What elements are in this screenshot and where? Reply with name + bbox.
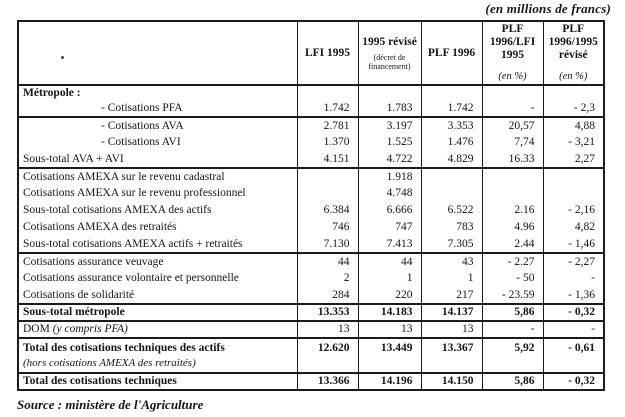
table-row xyxy=(18,236,604,253)
cell-value: - xyxy=(482,100,543,117)
row-label: Cotisations assurance volontaire et personnelle xyxy=(23,272,239,284)
source-note: Source : ministère de l'Agriculture xyxy=(17,397,204,412)
cell-value: 16.33 xyxy=(482,151,543,168)
table-row xyxy=(18,134,604,151)
cell-value xyxy=(297,85,358,100)
cell-value: 13 xyxy=(297,321,358,338)
cell-value: - 2,27 xyxy=(543,253,604,270)
cell-value: 44 xyxy=(297,253,358,270)
row-label: Total des cotisations techniques xyxy=(23,375,177,387)
cell-value: 4.151 xyxy=(297,151,358,168)
cell-value: - 23.59 xyxy=(482,287,543,304)
cell-value xyxy=(297,168,358,185)
cell-value: 14.137 xyxy=(421,304,482,321)
row-label: Métropole : xyxy=(23,86,81,99)
row-label: Cotisations de solidarité xyxy=(23,288,135,301)
cell-value: 6.666 xyxy=(358,202,421,219)
cell-value: 5,92 xyxy=(482,338,543,373)
row-label: Cotisations assurance veuvage xyxy=(23,255,164,268)
cell-value: - 2,3 xyxy=(543,100,604,117)
cell-value: - 0,32 xyxy=(543,373,604,390)
cell-value: 284 xyxy=(297,287,358,304)
header-empty-cell xyxy=(18,21,297,85)
cell-value: 4.829 xyxy=(421,151,482,168)
cell-value: 2.44 xyxy=(482,236,543,253)
row-label: Sous-total métropole xyxy=(23,306,125,318)
cell-value: - 1,36 xyxy=(543,287,604,304)
cell-value xyxy=(543,185,604,202)
cell-value: 13 xyxy=(421,321,482,338)
table-row xyxy=(18,338,604,373)
cell-value: - xyxy=(543,270,604,287)
table-row xyxy=(18,219,604,236)
table-row xyxy=(18,168,604,185)
cell-value: 3.197 xyxy=(358,117,421,134)
cell-value: 12.620 xyxy=(297,338,358,373)
table-row xyxy=(18,373,604,390)
row-label: Cotisations AMEXA sur le revenu professionnel xyxy=(23,187,246,199)
table-row xyxy=(18,202,604,219)
cotisations-table xyxy=(17,20,605,391)
cell-value: - 0,61 xyxy=(543,338,604,373)
cell-value xyxy=(543,85,604,100)
row-label: - Cotisations AVA xyxy=(101,119,184,132)
cell-value: 13.353 xyxy=(297,304,358,321)
col-header-lfi-1995 xyxy=(297,21,358,85)
cell-value xyxy=(482,85,543,100)
table-row xyxy=(18,270,604,287)
cell-value: 4.748 xyxy=(358,185,421,202)
cell-value: 7,74 xyxy=(482,134,543,151)
col-header-1995-revise xyxy=(358,21,421,85)
cell-value xyxy=(421,185,482,202)
cell-value: 2.16 xyxy=(482,202,543,219)
cell-value: 5,86 xyxy=(482,373,543,390)
cell-value: 14.150 xyxy=(421,373,482,390)
row-label: Cotisations AMEXA sur le revenu cadastral xyxy=(23,170,225,183)
cell-value: 1.742 xyxy=(421,100,482,117)
cell-value: 7.305 xyxy=(421,236,482,253)
cell-value: 1.525 xyxy=(358,134,421,151)
table-row xyxy=(18,304,604,321)
cell-value: 1.370 xyxy=(297,134,358,151)
cell-value: - 0,32 xyxy=(543,304,604,321)
cell-value: 1.918 xyxy=(358,168,421,185)
cell-value: 4.722 xyxy=(358,151,421,168)
cell-value: - xyxy=(543,321,604,338)
cell-value: - xyxy=(482,321,543,338)
cell-value: 1.783 xyxy=(358,100,421,117)
cell-value: 1 xyxy=(421,270,482,287)
cell-value: 783 xyxy=(421,219,482,236)
row-sublabel: (hors cotisations AMEXA des retraités) xyxy=(23,357,196,369)
cell-value: 2.781 xyxy=(297,117,358,134)
cell-value xyxy=(297,185,358,202)
table-row xyxy=(18,253,604,270)
cell-value xyxy=(543,168,604,185)
cell-value: 1 xyxy=(358,270,421,287)
col-header-subtitle: (en %) xyxy=(498,71,527,82)
unit-note: (en millions de francs) xyxy=(485,1,611,16)
cell-value: 43 xyxy=(421,253,482,270)
cell-value: 1.742 xyxy=(297,100,358,117)
cell-value: 6.522 xyxy=(421,202,482,219)
cell-value: 4,88 xyxy=(543,117,604,134)
row-label: Sous-total cotisations AMEXA actifs + retraités xyxy=(23,237,243,250)
cell-value: 2,27 xyxy=(543,151,604,168)
table-row xyxy=(18,287,604,304)
scan-speck xyxy=(61,56,64,59)
cell-value: - 2,16 xyxy=(543,202,604,219)
row-label: - Cotisations PFA xyxy=(101,101,183,114)
cell-value: 3.353 xyxy=(421,117,482,134)
cell-value: 6.384 xyxy=(297,202,358,219)
cell-value: 5,86 xyxy=(482,304,543,321)
cell-value: - 2.27 xyxy=(482,253,543,270)
cell-value: 44 xyxy=(358,253,421,270)
cell-value: 13 xyxy=(358,321,421,338)
cell-value xyxy=(482,185,543,202)
col-header-title: 1995 révisé xyxy=(362,35,417,48)
cell-value: 7.130 xyxy=(297,236,358,253)
col-header-plf-1996 xyxy=(421,21,482,85)
col-header-title: LFI 1995 xyxy=(304,46,351,59)
cell-value: 4.96 xyxy=(482,219,543,236)
cell-value: 14.196 xyxy=(358,373,421,390)
row-label: Total des cotisations techniques des actifs (hors cotisations AMEXA des retraités) xyxy=(18,338,297,373)
cell-value: 217 xyxy=(421,287,482,304)
cell-value: 13.366 xyxy=(297,373,358,390)
cell-value: - 3,21 xyxy=(543,134,604,151)
col-header-title: PLF 1996/1995 révisé xyxy=(548,23,598,61)
table-row xyxy=(18,117,604,134)
col-header-subtitle: (en %) xyxy=(559,71,588,82)
cell-value: 7.413 xyxy=(358,236,421,253)
table-row xyxy=(18,100,604,117)
table-row xyxy=(18,185,604,202)
col-header-plf-1996-lfi-1995 xyxy=(482,21,543,85)
cell-value: 13.367 xyxy=(421,338,482,373)
col-header-title: PLF 1996 xyxy=(427,46,476,59)
table-row xyxy=(18,85,604,100)
cell-value: 20,57 xyxy=(482,117,543,134)
cell-value xyxy=(421,85,482,100)
row-label: - Cotisations AVI xyxy=(101,136,181,148)
col-header-subtitle: (décret de financement) xyxy=(368,52,411,71)
col-header-title: PLF 1996/LFI 1995 xyxy=(489,23,536,61)
row-label: Sous-total AVA + AVI xyxy=(23,152,124,165)
cell-value xyxy=(421,168,482,185)
cell-value: - 50 xyxy=(482,270,543,287)
row-label: Cotisations AMEXA des retraités xyxy=(23,221,177,233)
table-row xyxy=(18,151,604,168)
row-label: DOM (y compris PFA) xyxy=(23,323,128,335)
cell-value: 13.449 xyxy=(358,338,421,373)
table-body xyxy=(18,85,604,390)
cell-value: 746 xyxy=(297,219,358,236)
cell-value: 14.183 xyxy=(358,304,421,321)
table-row xyxy=(18,321,604,338)
col-header-plf-1996-1995-revise xyxy=(543,21,604,85)
cell-value: 4,82 xyxy=(543,219,604,236)
cell-value: 747 xyxy=(358,219,421,236)
cell-value: 1.476 xyxy=(421,134,482,151)
cell-value xyxy=(358,85,421,100)
row-label: Sous-total cotisations AMEXA des actifs xyxy=(23,204,212,216)
cell-value: 220 xyxy=(358,287,421,304)
cell-value xyxy=(482,168,543,185)
cell-value: - 1,46 xyxy=(543,236,604,253)
header-row xyxy=(18,21,604,85)
cell-value: 2 xyxy=(297,270,358,287)
